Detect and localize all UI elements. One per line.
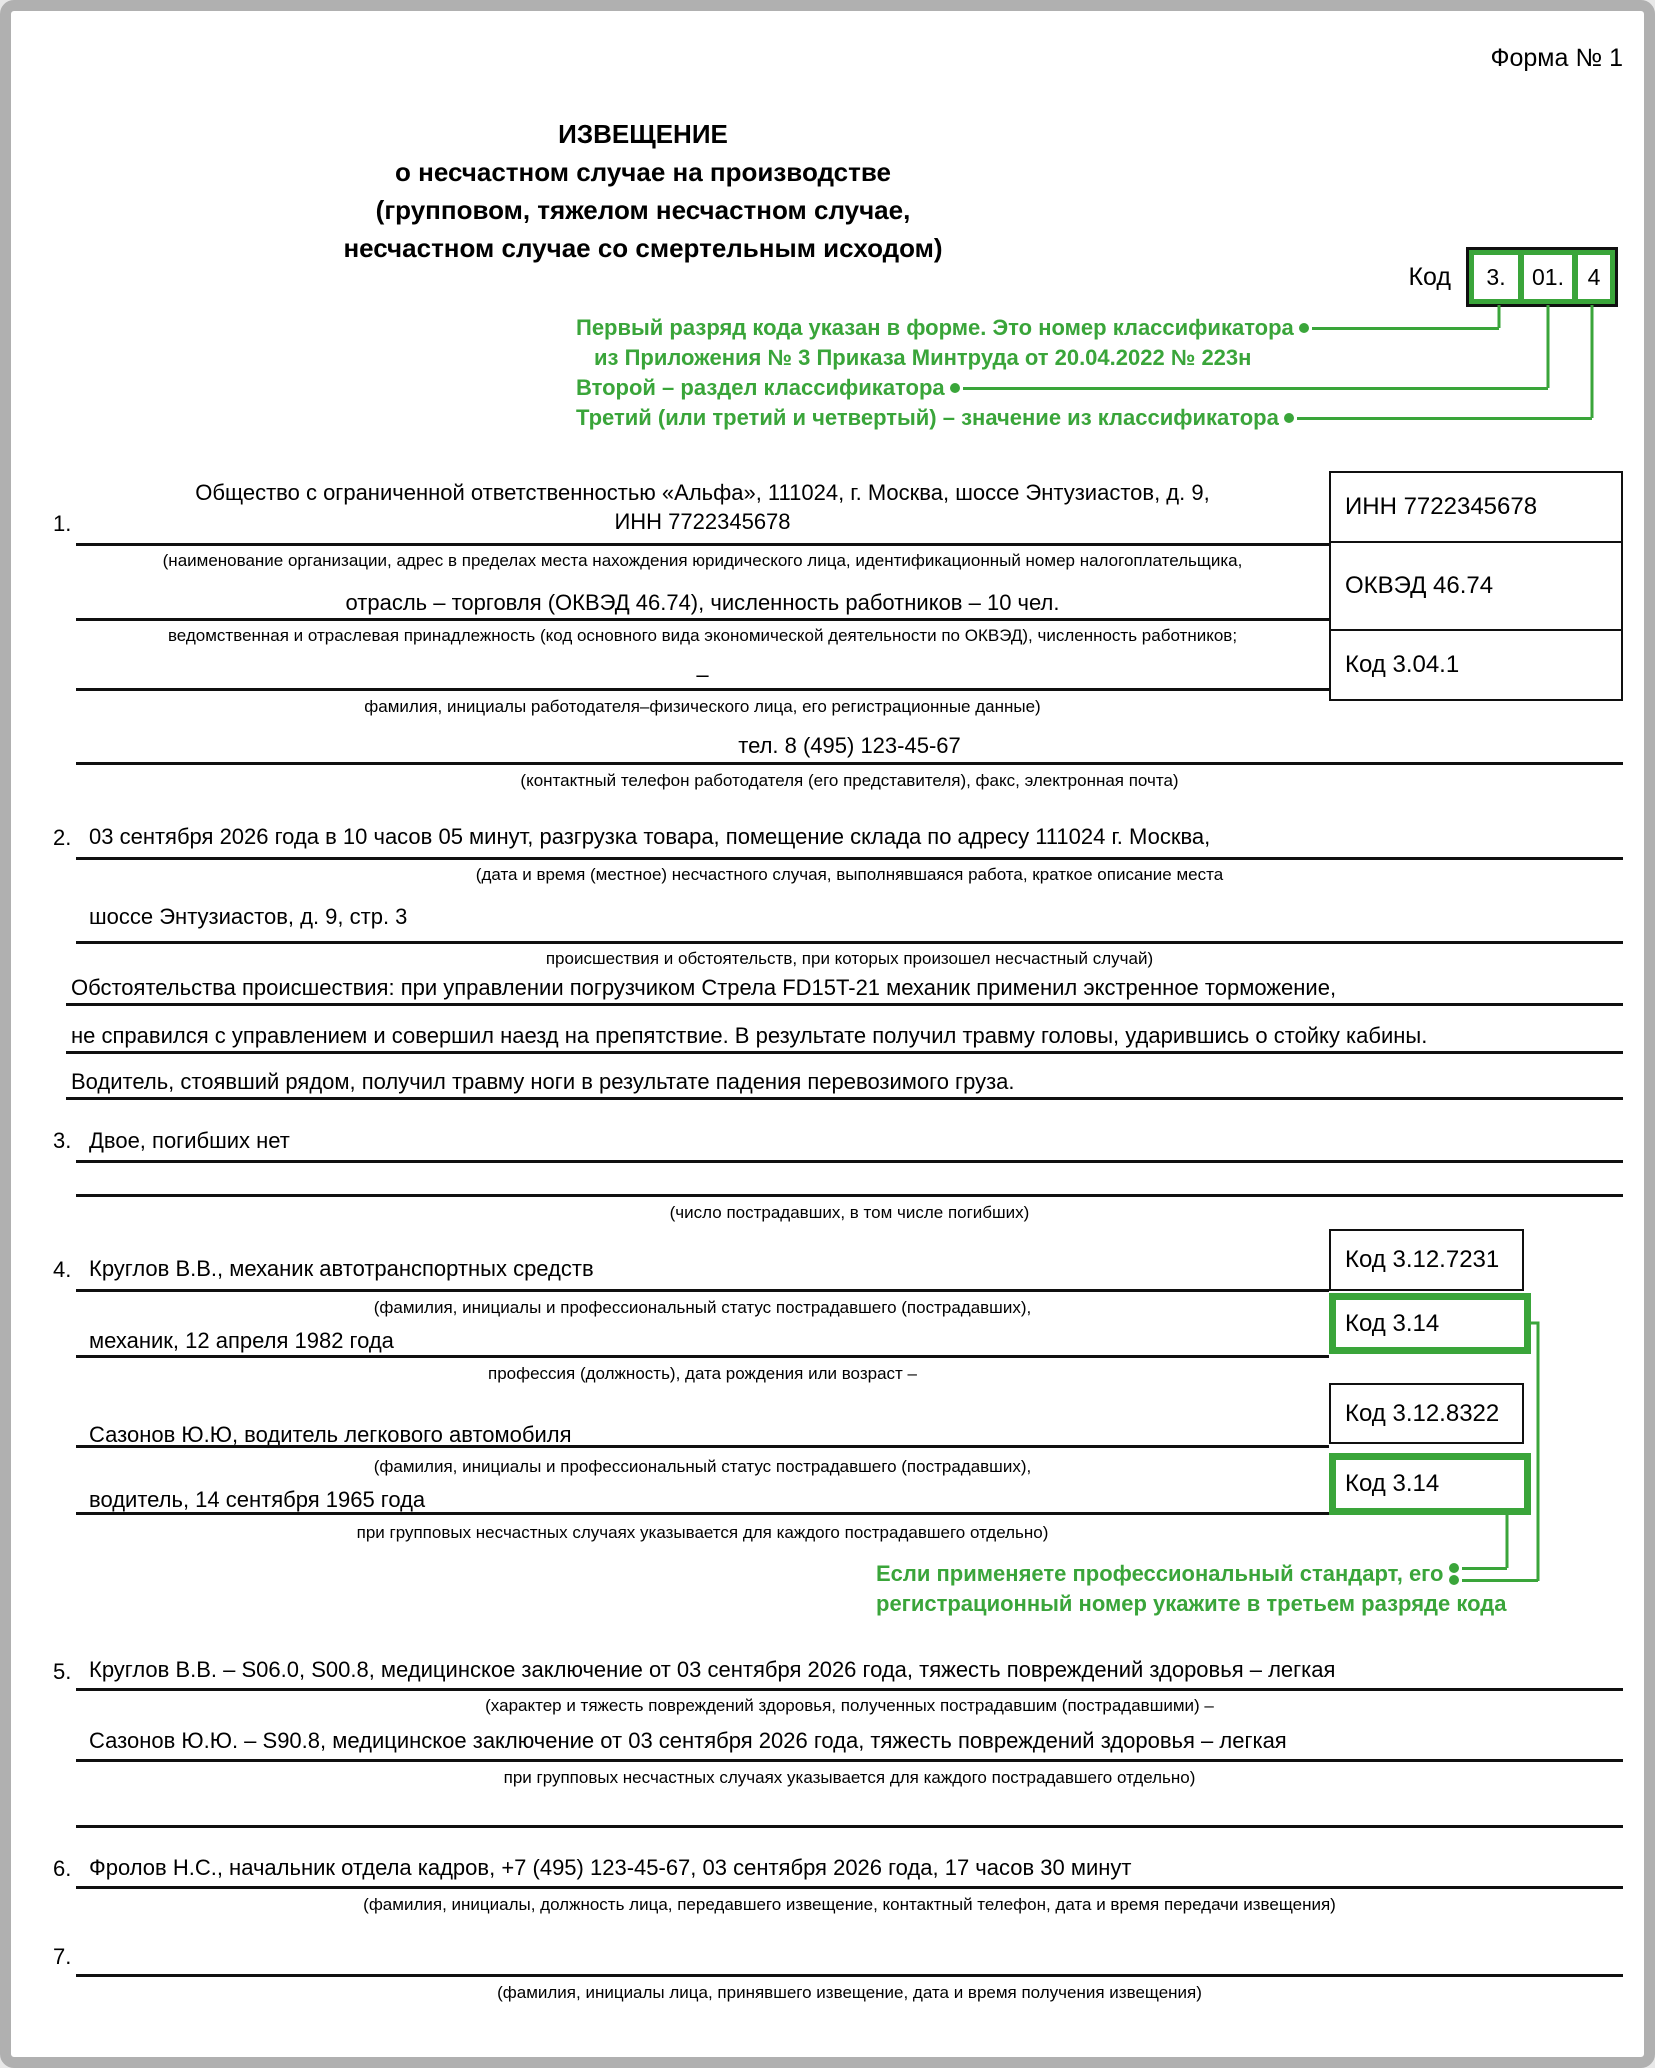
section4-caption3: (фамилия, инициалы и профессиональный статус пострадавшего (пострадавших), bbox=[373, 1457, 1032, 1476]
code-value-box bbox=[1466, 247, 1618, 307]
field-underline bbox=[76, 1160, 1623, 1163]
field-underline bbox=[76, 857, 1623, 860]
field-underline bbox=[66, 1003, 1623, 1006]
medical-victim1-line: Круглов В.В. – S06.0, S00.8, медицинское заключение от 03 сентября 2026 года, тяжесть повреждений здоровья – легкая bbox=[89, 1657, 1336, 1682]
section6-number: 6. bbox=[53, 1856, 72, 1881]
section7-caption: (фамилия, инициалы лица, принявшего извещение, дата и время получения извещения) bbox=[497, 1983, 1202, 2002]
section2-caption2: происшествия и обстоятельств, при которых произошел несчастный случай) bbox=[545, 949, 1154, 968]
circumstances-line2: не справился с управлением и совершил наезд на препятствие. В результате получил травму головы, ударившись о стойку кабины. bbox=[71, 1023, 1428, 1048]
victims-count-line: Двое, погибших нет bbox=[89, 1128, 290, 1153]
field-underline bbox=[76, 1355, 1329, 1358]
section1-caption1: (наименование организации, адрес в пределах места нахождения юридического лица, идентификационный номер налогоплательщика, bbox=[162, 551, 1243, 570]
circumstances-line1: Обстоятельства происшествия: при управлении погрузчиком Стрела FD15T-21 механик применил экстренное торможение, bbox=[71, 975, 1337, 1000]
connector-dot bbox=[1284, 413, 1294, 423]
field-underline bbox=[76, 543, 1329, 546]
phone-line: тел. 8 (495) 123-45-67 bbox=[738, 733, 961, 758]
connector-line bbox=[963, 387, 1548, 390]
document-title-line3: (групповом, тяжелом несчастном случае, bbox=[375, 195, 911, 225]
connector-dot bbox=[1449, 1575, 1459, 1585]
connector-line bbox=[1312, 327, 1499, 330]
field-underline bbox=[76, 1688, 1623, 1691]
field-underline bbox=[66, 1097, 1623, 1100]
field-underline bbox=[76, 1825, 1623, 1828]
connector-dot bbox=[1449, 1563, 1459, 1573]
section5-number: 5. bbox=[53, 1659, 72, 1684]
annotation-profstandard-line2: регистрационный номер укажите в третьем разряде кода bbox=[876, 1591, 1507, 1616]
section4-number: 4. bbox=[53, 1257, 72, 1282]
field-underline bbox=[76, 1445, 1329, 1448]
annotation-code-digit2: Второй – раздел классификатора bbox=[576, 374, 1548, 402]
field-underline bbox=[76, 762, 1623, 765]
sender-line: Фролов Н.С., начальник отдела кадров, +7 (495) 123-45-67, 03 сентября 2026 года, 17 часов 30 минут bbox=[89, 1855, 1132, 1880]
field-underline bbox=[76, 1759, 1623, 1762]
annotation-profstandard bbox=[876, 1561, 1623, 1617]
inn-box: ИНН 7722345678 bbox=[1329, 471, 1623, 543]
section3-number: 3. bbox=[53, 1128, 72, 1153]
section4-caption1: (фамилия, инициалы и профессиональный статус пострадавшего (пострадавших), bbox=[373, 1298, 1032, 1317]
field-underline bbox=[76, 618, 1329, 621]
okved-box: ОКВЭД 46.74 bbox=[1329, 541, 1623, 631]
document-title-line4: несчастном случае со смертельным исходом) bbox=[343, 233, 943, 263]
section1-caption2: ведомственная и отраслевая принадлежность (код основного вида экономической деятельности по ОКВЭД), численность работников; bbox=[167, 626, 1238, 645]
field-underline bbox=[66, 1051, 1623, 1054]
section2-number: 2. bbox=[53, 825, 72, 850]
victim2-details-line: водитель, 14 сентября 1965 года bbox=[89, 1487, 426, 1512]
connector-line bbox=[1297, 417, 1592, 420]
connector-group bbox=[1444, 1562, 1624, 1586]
victim1-profession-code-box: Код 3.14 bbox=[1329, 1293, 1531, 1354]
connector-line bbox=[1462, 1579, 1539, 1582]
connector-line bbox=[1462, 1567, 1508, 1570]
victim1-details-line: механик, 12 апреля 1982 года bbox=[89, 1328, 394, 1353]
section2-caption1: (дата и время (местное) несчастного случая, выполнявшаяся работа, краткое описание места bbox=[475, 865, 1224, 884]
accident-address-line: шоссе Энтузиастов, д. 9, стр. 3 bbox=[89, 904, 408, 929]
section4-caption2: профессия (должность), дата рождения или возраст – bbox=[488, 1364, 917, 1383]
section5-caption2: при групповых несчастных случаях указывается для каждого пострадавшего отдельно) bbox=[503, 1768, 1196, 1787]
victim1-line: Круглов В.В., механик автотранспортных средств bbox=[89, 1256, 594, 1281]
section7-number: 7. bbox=[53, 1944, 72, 1969]
field-underline bbox=[76, 1886, 1623, 1889]
organization-line1: Общество с ограниченной ответственностью «Альфа», 111024, г. Москва, шоссе Энтузиастов, д. 9, bbox=[195, 480, 1210, 505]
connector-dot bbox=[1299, 323, 1309, 333]
employer-person-line: – bbox=[696, 662, 709, 687]
section1-caption3: фамилия, инициалы работодателя–физического лица, его регистрационные данные) bbox=[364, 697, 1041, 716]
field-underline bbox=[76, 1194, 1623, 1197]
victim1-status-code-box: Код 3.12.7231 bbox=[1329, 1229, 1524, 1291]
connector-dot bbox=[950, 383, 960, 393]
section3-caption: (число пострадавших, в том числе погибших) bbox=[669, 1203, 1030, 1222]
field-underline bbox=[76, 941, 1623, 944]
section1-code-box: Код 3.04.1 bbox=[1329, 629, 1623, 701]
field-underline bbox=[76, 1974, 1623, 1977]
section5-caption1: (характер и тяжесть повреждений здоровья, полученных пострадавшим (пострадавшими) – bbox=[485, 1696, 1214, 1715]
form-number-label: Форма № 1 bbox=[1490, 44, 1623, 72]
document-title-line2: о несчастном случае на производстве bbox=[395, 157, 891, 187]
document-title-line1: ИЗВЕЩЕНИЕ bbox=[558, 119, 728, 149]
field-underline bbox=[76, 1512, 1329, 1515]
section1-caption4: (контактный телефон работодателя (его представителя), факс, электронная почта) bbox=[520, 771, 1179, 790]
accident-datetime-line: 03 сентября 2026 года в 10 часов 05 минут, разгрузка товара, помещение склада по адресу 111024 г. Москва, bbox=[89, 824, 1211, 849]
code-cell-1: 3. bbox=[1474, 255, 1518, 299]
section1-number: 1. bbox=[53, 511, 72, 536]
circumstances-line3: Водитель, стоявший рядом, получил травму ноги в результате падения перевозимого груза. bbox=[71, 1069, 1015, 1094]
victim2-status-code-box: Код 3.12.8322 bbox=[1329, 1383, 1524, 1444]
organization-line2: ИНН 7722345678 bbox=[614, 509, 791, 534]
section6-caption: (фамилия, инициалы, должность лица, передавшего извещение, контактный телефон, дата и время передачи извещения) bbox=[363, 1895, 1336, 1914]
annotation-code-source: из Приложения № 3 Приказа Минтруда от 20.04.2022 № 223н bbox=[594, 345, 1252, 370]
section4-caption4: при групповых несчастных случаях указывается для каждого пострадавшего отдельно) bbox=[356, 1523, 1049, 1542]
annotation-code-digit3: Третий (или третий и четвертый) – значение из классификатора bbox=[576, 404, 1592, 432]
annotation-profstandard-line1: Если применяете профессиональный стандарт, его bbox=[876, 1561, 1444, 1586]
code-label: Код bbox=[1408, 263, 1451, 291]
code-cell-2: 01. bbox=[1524, 255, 1572, 299]
medical-victim2-line: Сазонов Ю.Ю. – S90.8, медицинское заключение от 03 сентября 2026 года, тяжесть повреждений здоровья – легкая bbox=[89, 1728, 1287, 1753]
field-underline bbox=[76, 688, 1329, 691]
industry-line: отрасль – торговля (ОКВЭД 46.74), численность работников – 10 чел. bbox=[345, 590, 1060, 615]
victim2-profession-code-box: Код 3.14 bbox=[1329, 1453, 1531, 1515]
field-underline bbox=[76, 1289, 1329, 1292]
victim2-line: Сазонов Ю.Ю, водитель легкового автомобиля bbox=[89, 1422, 572, 1447]
code-cell-3: 4 bbox=[1578, 255, 1610, 299]
annotation-code-digit1: Первый разряд кода указан в форме. Это номер классификатора bbox=[576, 314, 1499, 342]
